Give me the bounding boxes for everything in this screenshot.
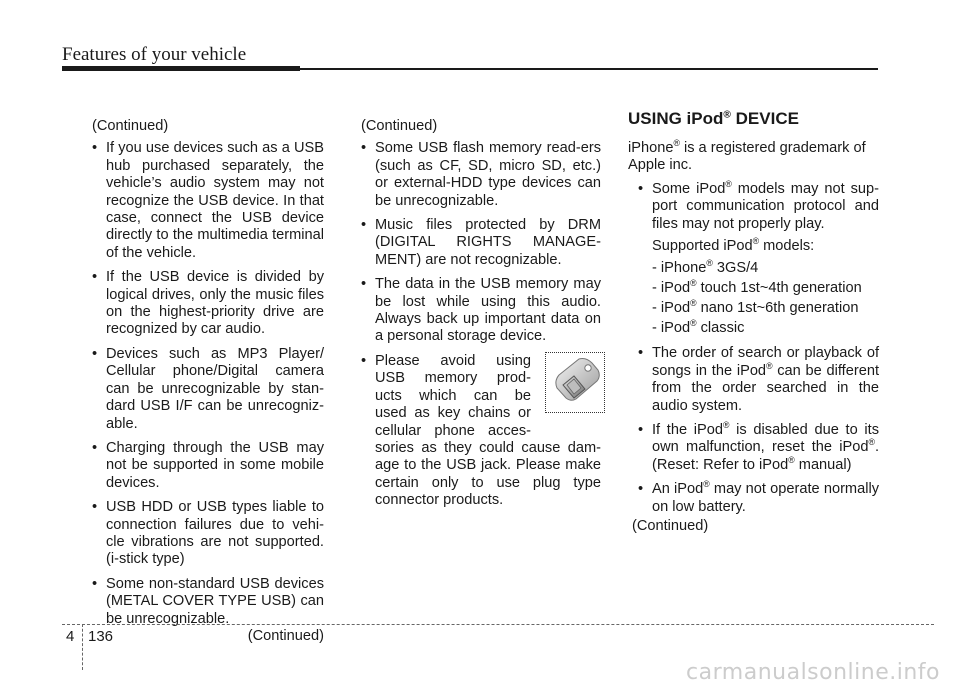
watermark: carmanualsonline.info — [686, 660, 940, 685]
list-item-line: sories as they could cause dam-age to the USB jack. Please make certain only to use plug type connector products. — [375, 439, 601, 509]
list-item: • Music files protected by DRM (DIGITAL RIGHTS MANAGE-MENT) are not recognizable. — [351, 217, 601, 269]
page-header-title: Features of your vehicle — [62, 44, 247, 65]
column-3 — [628, 108, 879, 536]
model-item: - iPod® nano 1st~6th generation — [652, 298, 859, 317]
list-item: • Devices such as MP3 Player/ Cellular phone/Digital camera can be unrecognizable by stan-dard USB I/F can be unrecogniz-able. — [82, 346, 324, 433]
continued-label: (Continued) — [92, 118, 169, 134]
list-item: • The data in the USB memory may be lost while using this audio. Always back up important data on a personal storage device. — [351, 276, 601, 346]
list-item-line: cellular phone acces- — [375, 422, 531, 439]
section-title-text: USING iPod — [628, 109, 724, 128]
bullet-list — [351, 140, 601, 509]
footer-divider — [82, 624, 83, 670]
list-item: • If the USB device is divided by logical drives, only the music files on the highest-priority drive are recognized by car audio. — [82, 269, 324, 339]
supported-models-list — [652, 258, 879, 338]
list-item: • Some USB flash memory read-ers (such as CF, SD, micro SD, etc.) or external-HDD type devices can be unrecognizable. — [351, 140, 601, 210]
list-item: • If you use devices such as a USB hub purchased separately, the vehicle’s audio system may not recognize the USB device. In that case, connect the USB device directly to the multimedia terminal of the vehicle. — [82, 140, 324, 262]
continued-label: (Continued) — [247, 627, 324, 644]
list-item — [628, 178, 880, 339]
footer-rule — [62, 624, 934, 625]
column-2 — [351, 118, 601, 517]
page-number: 136 — [88, 628, 114, 645]
registered-mark: ® — [673, 138, 680, 149]
usb-stick-icon — [546, 353, 603, 411]
list-item-line: USB memory prod- — [375, 370, 531, 387]
intro-text: is a registered grademark of Apple inc. — [628, 140, 866, 174]
section-title-text: DEVICE — [730, 109, 799, 128]
list-item: • The order of search or playback of songs in the iPod® can be different from the order searched in the audio system. — [628, 345, 879, 415]
continued-label: (Continued) — [632, 518, 709, 535]
intro-text: iPhone — [628, 140, 674, 156]
header-rule — [300, 68, 878, 70]
bullet-list — [628, 178, 880, 516]
list-item: • Charging through the USB may not be supported in some mobile devices. — [82, 440, 324, 492]
chapter-number: 4 — [66, 628, 75, 645]
list-item-line: • Please avoid using — [375, 352, 531, 369]
list-item-line: ucts which can be — [375, 387, 531, 404]
list-item: • If the iPod® is disabled due to its own malfunction, reset the iPod®. (Reset: Refer to iPod® manual) — [628, 422, 879, 474]
model-item: - iPod® classic — [652, 318, 745, 337]
list-item: • An iPod® may not operate normally on low battery. — [628, 481, 879, 516]
list-item: • USB HDD or USB types liable to connection failures due to vehi-cle vibrations are not supported. (i-stick type) — [82, 499, 324, 569]
list-item: • Some non-standard USB devices (METAL COVER TYPE USB) can be unrecognizable. — [82, 576, 324, 628]
list-item-text: Some iPod — [652, 180, 726, 197]
column-1 — [82, 118, 324, 645]
list-item-line: used as key chains or — [375, 405, 531, 422]
supported-models-label: Supported iPod® models: — [652, 236, 815, 255]
registered-mark: ® — [725, 178, 732, 189]
header-bar — [62, 66, 300, 71]
section-title — [628, 108, 879, 130]
continued-label: (Continued) — [361, 118, 438, 134]
model-item: - iPod® touch 1st~4th generation — [652, 278, 862, 297]
registered-mark: ® — [723, 109, 731, 121]
usb-stick-figure — [545, 352, 605, 413]
intro-paragraph — [628, 140, 879, 175]
bullet-list — [82, 140, 324, 628]
model-item: - iPhone® 3GS/4 — [652, 258, 759, 277]
list-item-text: models may not sup-port communication protocol and files may not properly play. — [652, 180, 880, 232]
